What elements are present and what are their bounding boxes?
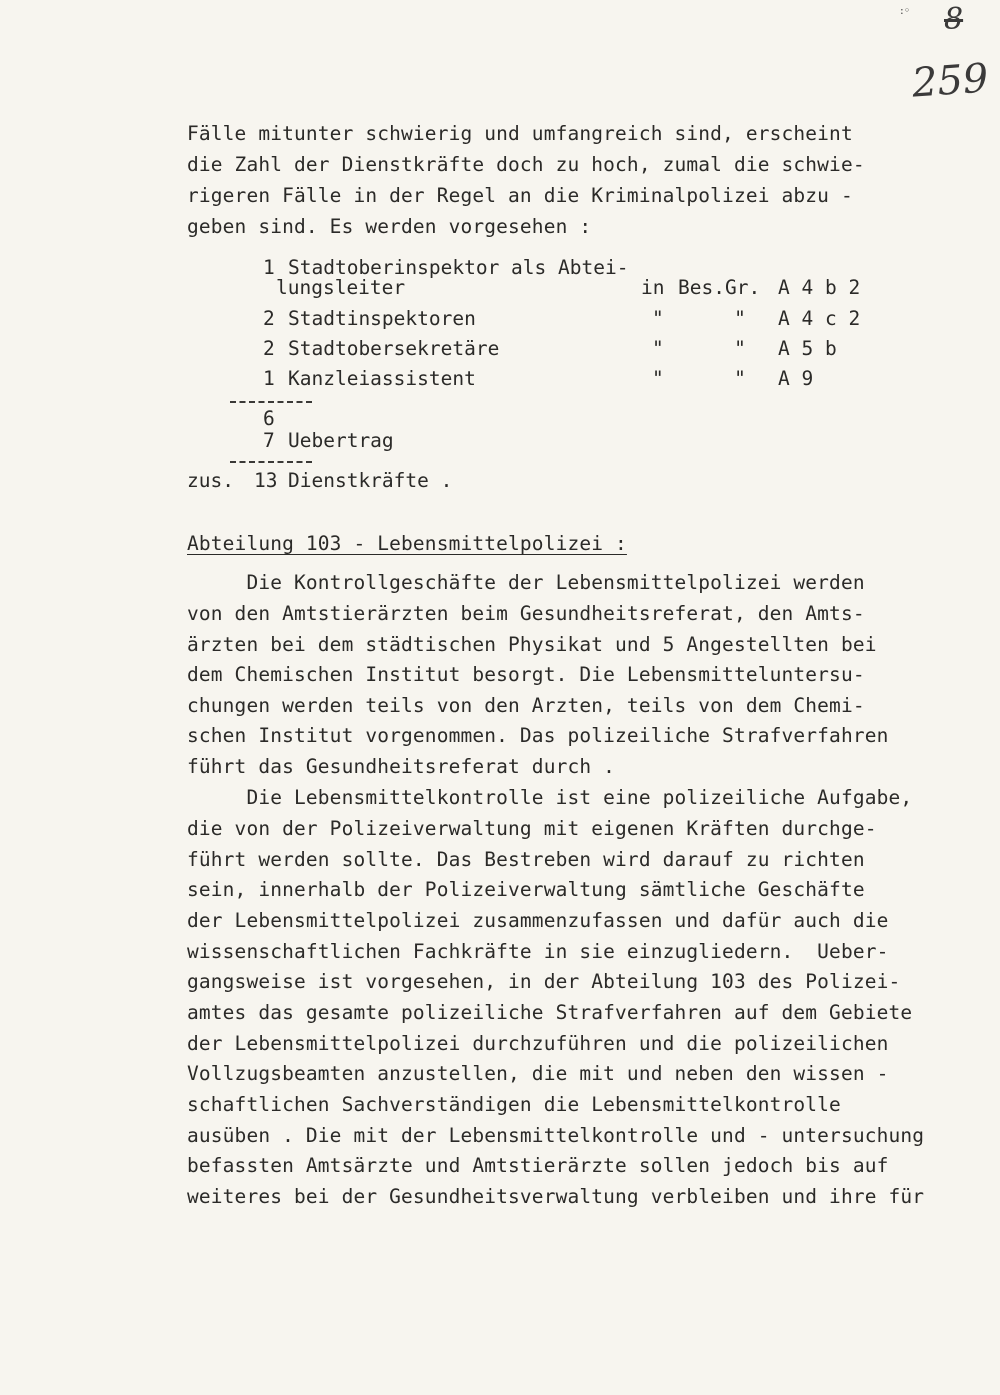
row-grade: A 4 b 2: [778, 276, 861, 299]
top-mark: :◦: [900, 4, 911, 17]
row-title: Stadtinspektoren: [288, 307, 476, 330]
paragraph-line: Die Lebensmittelkontrolle ist eine polizeiliche Aufgabe,: [187, 786, 913, 809]
paragraph-line: amtes das gesamte polizeiliche Strafverfahren auf dem Gebiete: [187, 1001, 913, 1024]
paragraph-line: ärzten bei dem städtischen Physikat und 5 Angestellten bei: [187, 633, 877, 656]
paragraph-line: Die Kontrollgeschäfte der Lebensmittelpolizei werden: [187, 571, 865, 594]
row-grade: A 4 c 2: [778, 307, 861, 330]
row-count: 1: [263, 367, 275, 390]
row-title: Stadtoberinspektor als Abtei-: [288, 256, 629, 279]
paragraph-line: sein, innerhalb der Polizeiverwaltung sämtliche Geschäfte: [187, 878, 865, 901]
paragraph-line: der Lebensmittelpolizei zusammenzufassen und dafür auch die: [187, 909, 889, 932]
intro-line: geben sind. Es werden vorgesehen :: [187, 215, 592, 238]
row-pay-group: " ": [652, 307, 746, 330]
intro-line: die Zahl der Dienstkräfte doch zu hoch, zumal die schwie-: [187, 153, 865, 176]
paragraph-line: von den Amtstierärzten beim Gesundheitsreferat, den Amts-: [187, 602, 865, 625]
total-prefix: zus.: [187, 469, 234, 492]
row-count: 2: [263, 307, 275, 330]
paragraph-line: führt werden sollte. Das Bestreben wird darauf zu richten: [187, 848, 865, 871]
struck-page-number: 8: [944, 2, 964, 37]
total-rule: [230, 461, 312, 463]
paragraph-line: gangsweise ist vorgesehen, in der Abteilung 103 des Polizei-: [187, 970, 901, 993]
paragraph-line: schaftlichen Sachverständigen die Lebensmittelkontrolle: [187, 1093, 841, 1116]
paragraph-line: wissenschaftlichen Fachkräfte in sie einzugliedern. Ueber-: [187, 940, 889, 963]
folio-number: 259: [910, 55, 990, 107]
row-pay-group: Bes.Gr.: [678, 276, 761, 299]
paragraph-line: chungen werden teils von den Arzten, teils von dem Chemi-: [187, 694, 865, 717]
paragraph-line: weiteres bei der Gesundheitsverwaltung verbleiben und ihre für: [187, 1185, 925, 1208]
carry-label: Uebertrag: [288, 429, 394, 452]
row-grade: A 5 b: [778, 337, 837, 360]
paragraph-line: der Lebensmittelpolizei durchzuführen und die polizeilichen: [187, 1032, 889, 1055]
section-heading: Abteilung 103 - Lebensmittelpolizei :: [187, 532, 627, 555]
paragraph-line: die von der Polizeiverwaltung mit eigenen Kräften durchge-: [187, 817, 877, 840]
carry-count: 7: [263, 429, 275, 452]
paragraph-line: Vollzugsbeamten anzustellen, die mit und neben den wissen -: [187, 1062, 889, 1085]
paragraph-line: schen Institut vorgenommen. Das polizeiliche Strafverfahren: [187, 724, 889, 747]
intro-line: Fälle mitunter schwierig und umfangreich sind, erscheint: [187, 122, 853, 145]
row-count: 2: [263, 337, 275, 360]
total-count: 13: [254, 469, 278, 492]
row-pay-group: " ": [652, 367, 746, 390]
subtotal-rule: [230, 401, 312, 403]
total-label: Dienstkräfte .: [288, 469, 453, 492]
row-title: Stadtobersekretäre: [288, 337, 500, 360]
row-grade: A 9: [778, 367, 814, 390]
row-pay-group: " ": [652, 337, 746, 360]
row-in: in: [641, 276, 665, 299]
intro-line: rigeren Fälle in der Regel an die Kriminalpolizei abzu -: [187, 184, 853, 207]
paragraph-line: führt das Gesundheitsreferat durch .: [187, 755, 616, 778]
row-title: Kanzleiassistent: [288, 367, 476, 390]
paragraph-line: ausüben . Die mit der Lebensmittelkontrolle und - untersuchung: [187, 1124, 925, 1147]
row-count: 1: [263, 256, 275, 279]
paragraph-line: dem Chemischen Institut besorgt. Die Lebensmitteluntersu-: [187, 663, 865, 686]
paragraph-line: befassten Amtsärzte und Amtstierärzte sollen jedoch bis auf: [187, 1154, 889, 1177]
subtotal-count: 6: [263, 407, 275, 430]
row-title-continued: lungsleiter: [276, 276, 406, 299]
